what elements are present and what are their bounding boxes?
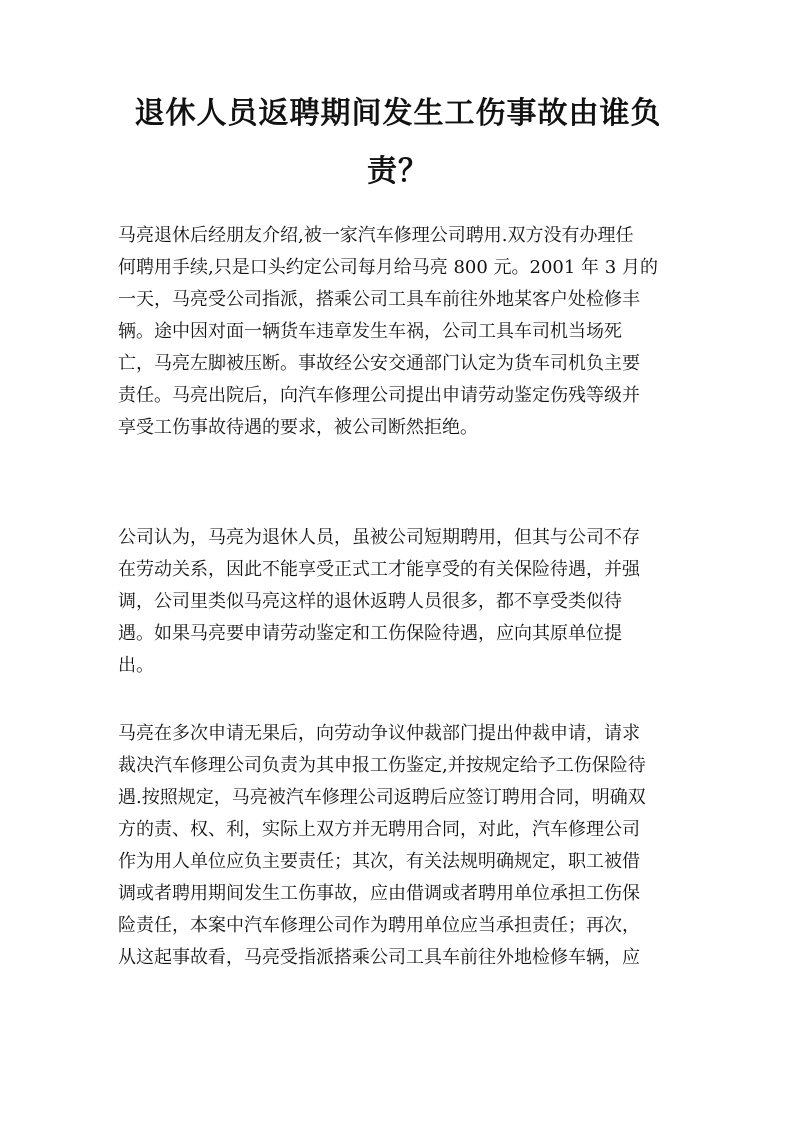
- paragraph-line: 遇.按照规定，马亮被汽车修理公司返聘后应签订聘用合同，明确双: [118, 787, 646, 808]
- paragraph-line: 遇。如果马亮要申请劳动鉴定和工伤保险待遇，应向其原单位提: [118, 623, 622, 644]
- paragraph-line: 方的责、权、利，实际上双方并无聘用合同，对此，汽车修理公司: [118, 819, 640, 840]
- paragraph-line: 在劳动关系，因此不能享受正式工才能享受的有关保险待遇，并强: [118, 559, 640, 580]
- paragraph-line: 一天，马亮受公司指派，搭乘公司工具车前往外地某客户处检修丰: [118, 289, 640, 310]
- paragraph-line: 险责任，本案中汽车修理公司作为聘用单位应当承担责任；再次，: [118, 915, 640, 936]
- paragraph-line: 亡，马亮左脚被压断。事故经公安交通部门认定为货车司机负主要: [118, 353, 640, 374]
- paragraph-line: 辆。途中因对面一辆货车违章发生车祸，公司工具车司机当场死: [118, 321, 622, 342]
- paragraph-line: 公司认为，马亮为退休人员，虽被公司短期聘用，但其与公司不存: [118, 527, 640, 548]
- paragraph-line: 何聘用手续,只是口头约定公司每月给马亮 800 元。2001 年 3 月的: [118, 257, 658, 278]
- paragraph-line: 马亮在多次申请无果后，向劳动争议仲裁部门提出仲裁申请，请求: [118, 723, 640, 744]
- paragraph-line: 出。: [118, 655, 154, 676]
- paragraph-line: 作为用人单位应负主要责任；其次，有关法规明确规定，职工被借: [118, 851, 640, 872]
- document-title-line-1: 退休人员返聘期间发生工伤事故由谁负: [134, 96, 662, 131]
- paragraph-line: 享受工伤事故待遇的要求，被公司断然拒绝。: [118, 417, 478, 438]
- paragraph-line: 裁决汽车修理公司负责为其申报工伤鉴定,并按规定给予工伤保险待: [118, 755, 646, 776]
- paragraph-line: 调，公司里类似马亮这样的退休返聘人员很多，都不享受类似待: [118, 591, 622, 612]
- paragraph-3: [118, 718, 680, 974]
- paragraph-line: 从这起事故看，马亮受指派搭乘公司工具车前往外地检修车辆，应: [118, 947, 640, 968]
- document-title-line-2: 责？: [367, 154, 429, 189]
- paragraph-2: [118, 522, 680, 682]
- paragraph-line: 马亮退休后经朋友介绍,被一家汽车修理公司聘用.双方没有办理任: [118, 225, 634, 246]
- paragraph-line: 责任。马亮出院后，向汽车修理公司提出申请劳动鉴定伤残等级并: [118, 385, 640, 406]
- paragraph-line: 调或者聘用期间发生工伤事故，应由借调或者聘用单位承担工伤保: [118, 883, 640, 904]
- paragraph-1: [118, 220, 680, 444]
